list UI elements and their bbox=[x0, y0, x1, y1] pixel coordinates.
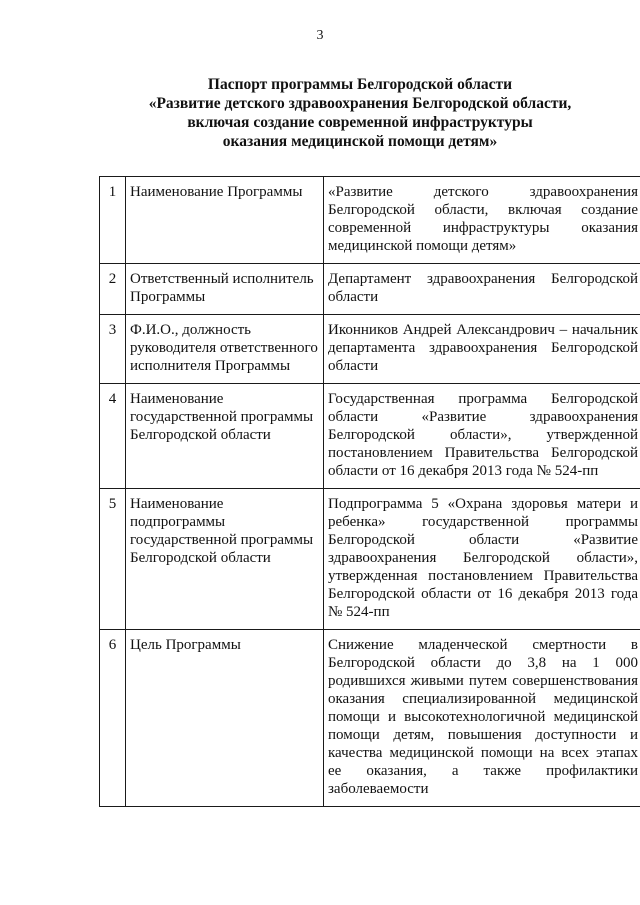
title-line-3: включая создание современной инфраструктуры bbox=[187, 114, 533, 131]
row-name: Наименование Программы bbox=[126, 177, 324, 264]
row-value: Подпрограмма 5 «Охрана здоровья матери и ребенка» государственной программы Белгородской области «Развитие здравоохранения Белгородской области», утвержденная постановлением Правительства Белгородской области от 16 декабря 2013 года № 524-пп bbox=[324, 489, 640, 630]
table-row bbox=[100, 177, 640, 264]
table-row bbox=[100, 630, 640, 807]
row-value: «Развитие детского здравоохранения Белгородской области, включая создание современной инфраструктуры оказания медицинской помощи детям» bbox=[324, 177, 640, 264]
title-line-4: оказания медицинской помощи детям» bbox=[222, 133, 498, 150]
row-number: 3 bbox=[100, 315, 126, 384]
row-value: Государственная программа Белгородской области «Развитие здравоохранения Белгородской области», утвержденной постановлением Правительства Белгородской области от 16 декабря 2013 года № 524-пп bbox=[324, 384, 640, 489]
row-number: 2 bbox=[100, 264, 126, 315]
row-name: Наименование государственной программы Белгородской области bbox=[126, 384, 324, 489]
row-name: Ответственный исполнитель Программы bbox=[126, 264, 324, 315]
title-line-1: Паспорт программы Белгородской области bbox=[207, 76, 513, 93]
table-row bbox=[100, 264, 640, 315]
row-name: Наименование подпрограммы государственной программы Белгородской области bbox=[126, 489, 324, 630]
table-row bbox=[100, 489, 640, 630]
row-value: Департамент здравоохранения Белгородской области bbox=[324, 264, 640, 315]
row-number: 5 bbox=[100, 489, 126, 630]
row-number: 1 bbox=[100, 177, 126, 264]
row-number: 4 bbox=[100, 384, 126, 489]
table-row bbox=[100, 384, 640, 489]
document-title bbox=[60, 75, 640, 151]
title-line-2: «Развитие детского здравоохранения Белгородской области, bbox=[148, 95, 572, 112]
table-row bbox=[100, 315, 640, 384]
row-number: 6 bbox=[100, 630, 126, 807]
page-number: 3 bbox=[316, 28, 324, 43]
row-name: Ф.И.О., должность руководителя ответственного исполнителя Программы bbox=[126, 315, 324, 384]
program-passport-table bbox=[99, 176, 640, 807]
row-value: Иконников Андрей Александрович – начальник департамента здравоохранения Белгородской области bbox=[324, 315, 640, 384]
row-name: Цель Программы bbox=[126, 630, 324, 807]
row-value: Снижение младенческой смертности в Белгородской области до 3,8 на 1 000 родившихся живыми путем совершенствования оказания специализированной медицинской помощи и высокотехнологичной медицинской помощи детям, повышения доступности и качества медицинской помощи на всех этапах ее оказания, а также профилактики заболеваемости bbox=[324, 630, 640, 807]
